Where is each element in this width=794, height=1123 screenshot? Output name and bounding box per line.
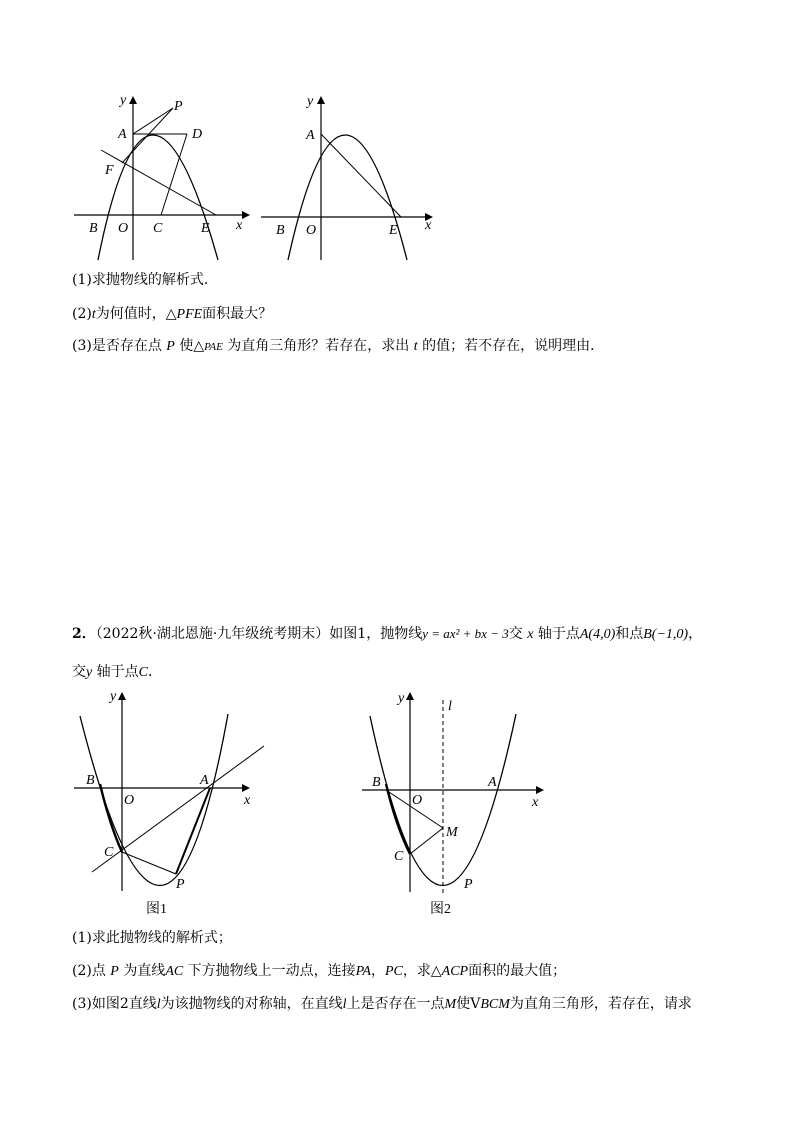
q1-part2: (2)t为何值时，△PFE面积最大？ bbox=[72, 306, 273, 322]
label-y: y bbox=[307, 94, 314, 109]
point-A: A(4,0) bbox=[579, 627, 616, 642]
label-y: y bbox=[110, 689, 117, 704]
figure-bottom-left-svg bbox=[66, 686, 276, 920]
q2-part3: (3)如图2直线l为该抛物线的对称轴，在直线l上是否存在一点M使VBCM为直角三角形，若存在，请求 bbox=[72, 996, 692, 1012]
figure-bottom-right-svg bbox=[356, 686, 556, 920]
label-x: x bbox=[236, 218, 243, 233]
figure-bottom-right bbox=[356, 686, 556, 920]
segment-DC bbox=[161, 134, 187, 215]
label-C: C bbox=[394, 849, 404, 864]
label-B: B bbox=[89, 221, 98, 236]
q2-stem-line1: 2．（2022秋·湖北恩施·九年级统考期末）如图1，抛物线y = ax² + bx − 3交 x 轴于点A(4,0)和点B(−1,0)， bbox=[72, 626, 703, 642]
label-B: B bbox=[372, 775, 381, 790]
label-D: D bbox=[192, 127, 203, 142]
x-axis-arrow bbox=[242, 784, 250, 792]
y-axis-arrow bbox=[317, 96, 325, 104]
hidden-PE bbox=[173, 108, 216, 215]
segment-CP bbox=[122, 852, 176, 874]
figure-caption: 图2 bbox=[430, 902, 451, 917]
line-AC bbox=[92, 746, 264, 872]
equation: y = ax² + bx − 3 bbox=[422, 626, 509, 641]
label-E: E bbox=[389, 223, 398, 238]
label-x: x bbox=[532, 795, 539, 810]
figure-top-left bbox=[60, 88, 260, 268]
x-axis-arrow bbox=[242, 211, 250, 219]
parabola bbox=[98, 135, 218, 260]
question-number: 2． bbox=[72, 626, 96, 642]
label-x: x bbox=[244, 793, 251, 808]
label-O: O bbox=[412, 793, 423, 808]
figure-top-right-svg bbox=[255, 88, 445, 268]
label-C: C bbox=[153, 221, 163, 236]
arc-BC bbox=[386, 784, 410, 854]
label-M: M bbox=[446, 825, 458, 840]
label-y: y bbox=[398, 691, 405, 706]
label-l: l bbox=[448, 699, 452, 714]
label-x: x bbox=[425, 218, 432, 233]
question-source: （2022秋·湖北恩施·九年级统考期末） bbox=[95, 626, 330, 642]
q2-part1: (1)求此抛物线的解析式； bbox=[72, 930, 232, 946]
label-O: O bbox=[118, 221, 129, 236]
segment-FP bbox=[122, 108, 173, 163]
y-axis-arrow bbox=[406, 692, 414, 700]
label-A: A bbox=[200, 773, 209, 788]
q1-part1: (1)求抛物线的解析式． bbox=[72, 272, 218, 288]
label-A: A bbox=[118, 127, 127, 142]
figure-top-right bbox=[255, 88, 445, 268]
figure-top-left-svg bbox=[60, 88, 260, 268]
x-axis-arrow bbox=[536, 786, 544, 794]
y-axis-arrow bbox=[129, 96, 137, 104]
label-P: P bbox=[174, 99, 183, 114]
label-A: A bbox=[306, 128, 315, 143]
label-E: E bbox=[201, 221, 210, 236]
y-axis-arrow bbox=[118, 692, 126, 700]
label-y: y bbox=[120, 93, 127, 108]
figure-bottom-left bbox=[66, 686, 276, 920]
figure-caption: 图1 bbox=[146, 902, 167, 917]
label-A: A bbox=[488, 775, 497, 790]
label-B: B bbox=[86, 773, 95, 788]
label-O: O bbox=[124, 793, 135, 808]
parabola bbox=[288, 135, 407, 260]
q2-stem-line2: 交y 轴于点C． bbox=[72, 664, 163, 680]
label-C: C bbox=[104, 845, 114, 860]
label-O: O bbox=[306, 223, 317, 238]
label-F: F bbox=[105, 163, 114, 178]
q1-part3: (3)是否存在点 P 使△PAE 为直角三角形？若存在，求出 t 的值；若不存在，说明理由． bbox=[72, 338, 605, 354]
segment-CM bbox=[410, 828, 443, 854]
segment-PA bbox=[176, 788, 210, 874]
q2-part2: (2)点 P 为直线AC 下方抛物线上一动点，连接PA，PC，求△ACP面积的最大值； bbox=[72, 963, 567, 979]
label-P: P bbox=[464, 877, 473, 892]
label-P: P bbox=[176, 877, 185, 892]
label-B: B bbox=[276, 223, 285, 238]
segment-AE bbox=[321, 134, 401, 217]
point-B: B(−1,0) bbox=[643, 627, 689, 642]
